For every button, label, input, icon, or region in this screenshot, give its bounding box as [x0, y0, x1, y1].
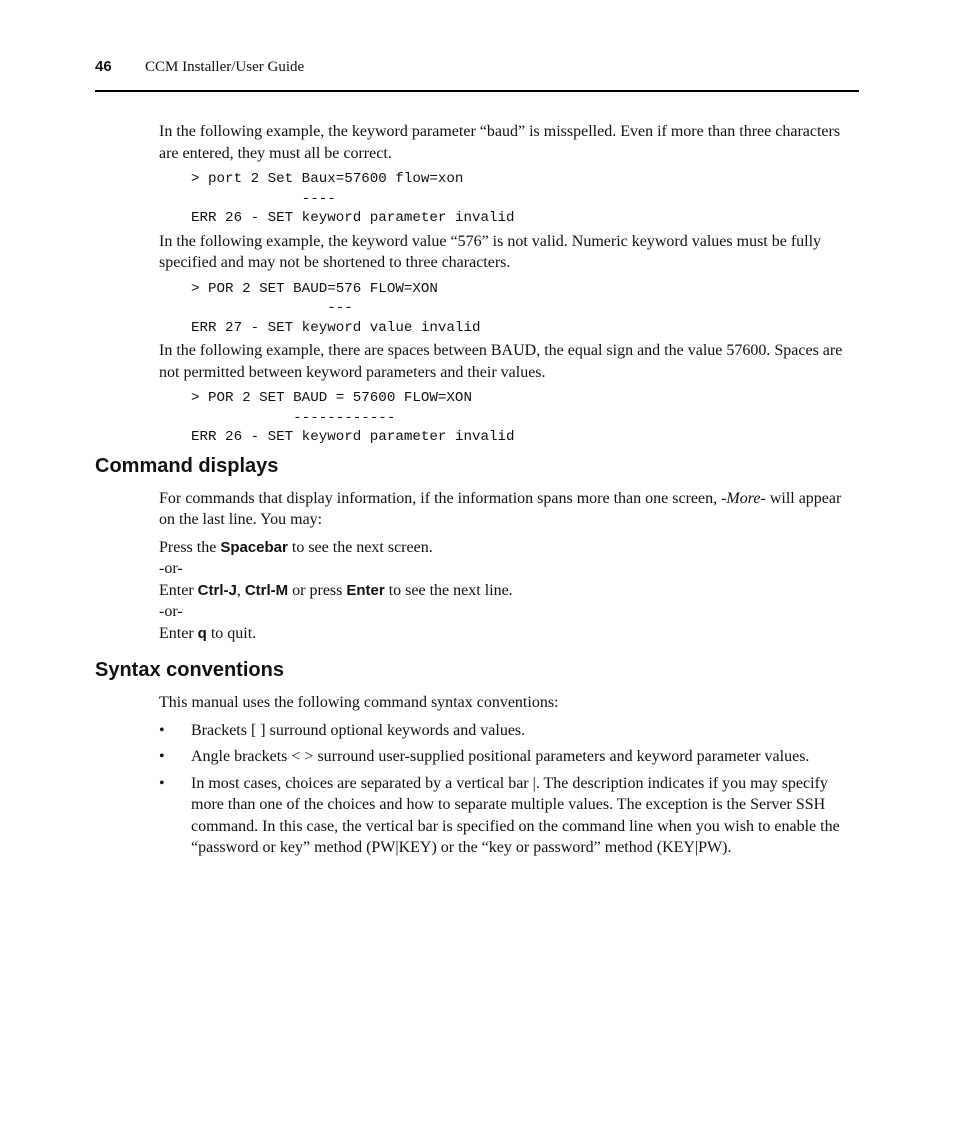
code-example-3: > POR 2 SET BAUD = 57600 FLOW=XON ------------ ERR 26 - SET keyword parameter invalid — [191, 390, 515, 445]
paragraph-keyword-value: In the following example, the keyword value “576” is not valid. Numeric keyword values must be fully specified and may not be shortened to three characters. — [159, 232, 822, 271]
or-separator-1: -or- — [159, 560, 183, 577]
code-example-2: > POR 2 SET BAUD=576 FLOW=XON --- ERR 27 - SET keyword value invalid — [191, 280, 481, 336]
syntax-intro: This manual uses the following command syntax conventions: — [159, 694, 559, 711]
page-number: 46 — [95, 58, 112, 75]
key-enter: Enter — [346, 581, 385, 599]
instruction-text-end: to see the next line. — [384, 581, 513, 599]
separator-text: , — [236, 581, 245, 599]
page-body — [95, 121, 859, 864]
syntax-conventions-list — [159, 720, 859, 859]
bullet-icon: • — [159, 748, 165, 765]
intro-text: For commands that display information, if the information spans more than one screen, — [159, 489, 722, 507]
command-displays-intro — [159, 488, 859, 531]
code-example-1: > port 2 Set Baux=57600 flow=xon ---- ERR 26 - SET keyword parameter invalid — [191, 171, 515, 226]
list-item-text: Angle brackets < > surround user-supplied positional parameters and keyword parameter values. — [191, 748, 810, 765]
list-item — [159, 720, 859, 742]
page-header — [95, 58, 859, 92]
heading-command-displays: Command displays — [95, 454, 279, 477]
list-item — [159, 773, 859, 859]
instruction-text-end: to quit. — [206, 624, 257, 642]
next-line-instruction — [159, 580, 859, 602]
key-q: q — [197, 624, 207, 642]
key-spacebar: Spacebar — [220, 538, 288, 556]
instruction-text: Enter — [159, 581, 198, 599]
paragraph-baud-misspelled: In the following example, the keyword parameter “baud” is misspelled. Even if more than three characters are entered, they must all be correct. — [159, 123, 841, 162]
list-item — [159, 746, 859, 768]
spacebar-instruction — [159, 537, 859, 559]
bullet-icon: • — [159, 774, 165, 792]
key-ctrl-j: Ctrl-J — [197, 581, 237, 599]
instruction-text: Press the — [159, 538, 221, 556]
instruction-text: Enter — [159, 624, 198, 642]
list-item-text: In most cases, choices are separated by a vertical bar |. The description indicates if you may specify more than one of the choices and how to separate multiple values. The exception is the Server SSH command. In this case, the vertical bar is specified on the command line when you wish to enable the “password or key” method (PW|KEY) or the “key or password” method (KEY|PW). — [191, 774, 840, 856]
bullet-icon: • — [159, 721, 165, 739]
more-prompt: -More- — [721, 489, 766, 507]
intro-text-end: will appear on the last line. You may: — [159, 489, 842, 528]
heading-syntax-conventions: Syntax conventions — [95, 659, 284, 681]
or-separator-2: -or- — [159, 603, 183, 620]
instruction-text-end: to see the next screen. — [287, 538, 433, 556]
key-ctrl-m: Ctrl-M — [244, 581, 289, 599]
quit-instruction — [159, 623, 859, 645]
document-title: CCM Installer/User Guide — [145, 59, 305, 75]
list-item-text: Brackets [ ] surround optional keywords and values. — [191, 721, 526, 739]
paragraph-spaces: In the following example, there are spaces between BAUD, the equal sign and the value 57600. Spaces are not permitted between keyword parameters and their values. — [159, 342, 843, 381]
instruction-text-mid: or press — [288, 581, 347, 599]
